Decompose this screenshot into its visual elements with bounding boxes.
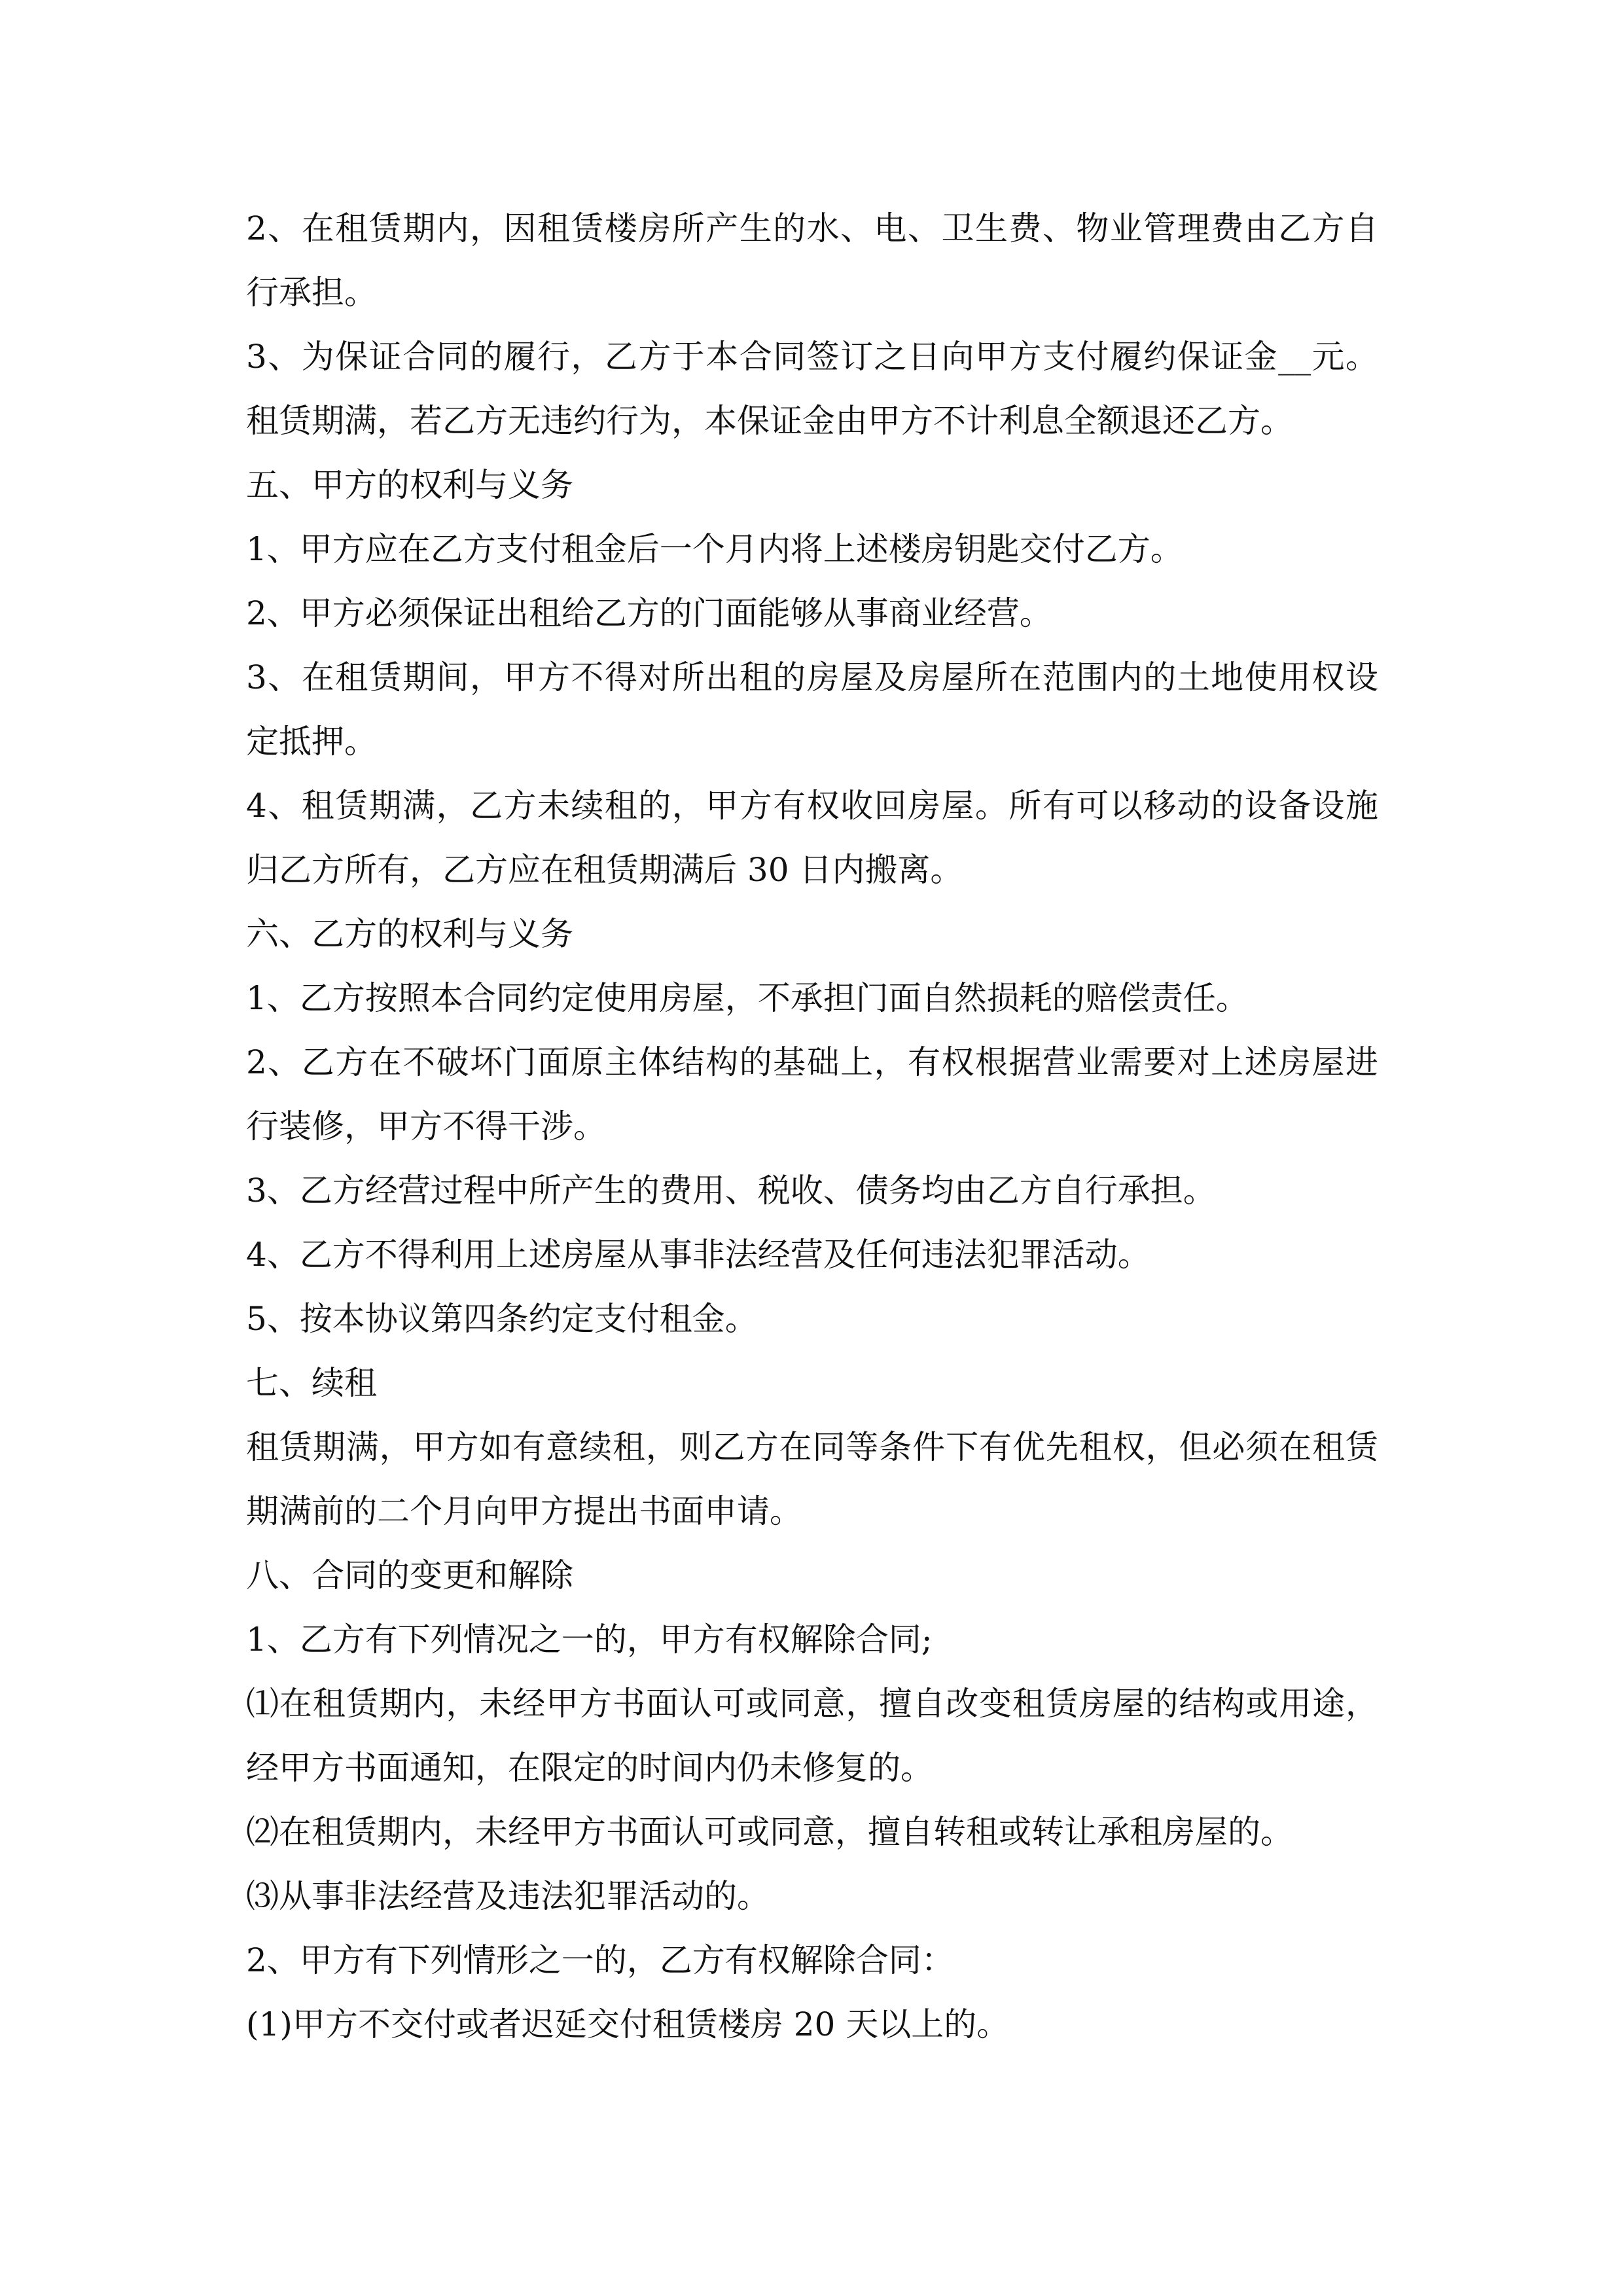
clause-5-1: 1、甲方应在乙方支付租金后一个月内将上述楼房钥匙交付乙方。 — [246, 530, 1183, 568]
section-heading-5: 五、甲方的权利与义务 — [246, 466, 573, 504]
clause-6-1: 1、乙方按照本合同约定使用房屋，不承担门面自然损耗的赔偿责任。 — [246, 979, 1249, 1017]
clause-6-5: 5、按本协议第四条约定支付租金。 — [246, 1300, 758, 1338]
clause-4-3: 3、为保证合同的履行，乙方于本合同签订之日向甲方支付履约保证金__元。租赁期满，若乙方无违约行为，本保证金由甲方不计利息全额退还乙方。 — [246, 338, 1378, 440]
clause-5-4: 4、租赁期满，乙方未续租的，甲方有权收回房屋。所有可以移动的设备设施归乙方所有，乙方应在租赁期满后 30 日内搬离。 — [246, 787, 1378, 889]
clause-8-1-item-3: ⑶从事非法经营及违法犯罪活动的。 — [246, 1877, 770, 1915]
clause-6-4: 4、乙方不得利用上述房屋从事非法经营及任何违法犯罪活动。 — [246, 1236, 1150, 1274]
clause-8-1: 1、乙方有下列情况之一的，甲方有权解除合同; — [246, 1621, 933, 1659]
clause-8-2-item-1: (1)甲方不交付或者迟延交付租赁楼房 20 天以上的。 — [246, 2005, 1010, 2043]
clause-8-1-item-2: ⑵在租赁期内，未经甲方书面认可或同意，擅自转租或转让承租房屋的。 — [246, 1813, 1293, 1851]
contract-body — [246, 196, 1378, 2056]
section-heading-8: 八、合同的变更和解除 — [246, 1556, 573, 1594]
clause-7-body: 租赁期满，甲方如有意续租，则乙方在同等条件下有优先租权，但必须在租赁期满前的二个月向甲方提出书面申请。 — [246, 1428, 1378, 1530]
clause-8-2: 2、甲方有下列情形之一的，乙方有权解除合同： — [246, 1941, 954, 1979]
section-heading-7: 七、续租 — [246, 1364, 377, 1402]
clause-6-3: 3、乙方经营过程中所产生的费用、税收、债务均由乙方自行承担。 — [246, 1172, 1216, 1210]
clause-6-2: 2、乙方在不破坏门面原主体结构的基础上，有权根据营业需要对上述房屋进行装修，甲方不得干涉。 — [246, 1043, 1378, 1145]
clause-5-2: 2、甲方必须保证出租给乙方的门面能够从事商业经营。 — [246, 594, 1052, 632]
clause-8-1-item-1: ⑴在租赁期内，未经甲方书面认可或同意，擅自改变租赁房屋的结构或用途，经甲方书面通知，在限定的时间内仍未修复的。 — [246, 1685, 1378, 1787]
section-heading-6: 六、乙方的权利与义务 — [246, 915, 573, 953]
clause-5-3: 3、在租赁期间，甲方不得对所出租的房屋及房屋所在范围内的土地使用权设定抵押。 — [246, 658, 1378, 761]
clause-4-2: 2、在租赁期内，因租赁楼房所产生的水、电、卫生费、物业管理费由乙方自行承担。 — [246, 209, 1378, 312]
